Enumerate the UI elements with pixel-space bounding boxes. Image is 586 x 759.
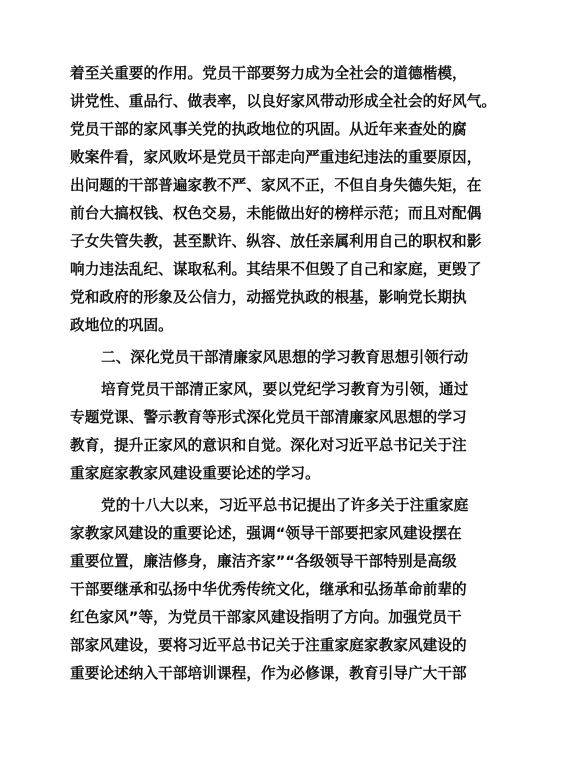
text-line: 红色家风”等，为党员干部家风建设指明了方向。加强党员干 [70, 609, 462, 626]
text-line: 专题党课、警示教育等形式深化党员干部清廉家风思想的学习 [70, 409, 467, 426]
text-line: 部家风建设，要将习近平总书记关于注重家庭家教家风建设的 [70, 637, 467, 654]
text-line: 家教家风建设的重要论述，强调“领导干部要把家风建设摆在 [70, 525, 462, 542]
text-line: 重要位置，廉洁修身，廉洁齐家”“各级领导干部特别是高级 [70, 553, 457, 570]
text-line: 前台大搞权钱、权色交易，未能做出好的榜样示范；而且对配偶 [70, 205, 482, 222]
text-line: 着至关重要的作用。党员干部要努力成为全社会的道德楷模， [70, 65, 467, 82]
section-heading: 二、深化党员干部清廉家风思想的学习教育思想引领行动 [101, 349, 469, 366]
text-line: 重家庭家教家风建设重要论述的学习。 [70, 465, 320, 482]
text-line: 培育党员干部清正家风，要以党纪学习教育为引领，通过 [101, 381, 469, 398]
text-line: 子女失管失教，甚至默许、纵容、放任亲属利用自己的职权和影 [70, 233, 482, 250]
text-line: 出问题的干部普遍家教不严、家风不正，不但自身失德失矩，在 [70, 177, 482, 194]
text-line: 党员干部的家风事关党的执政地位的巩固。从近年来查处的腐 [70, 121, 467, 138]
text-line: 重要论述纳入干部培训课程，作为必修课，教育引导广大干部 [70, 665, 467, 682]
text-line: 党的十八大以来，习近平总书记提出了许多关于注重家庭 [101, 497, 469, 514]
text-line: 政地位的巩固。 [70, 317, 173, 334]
text-line: 败案件看，家风败坏是党员干部走向严重违纪违法的重要原因， [70, 149, 482, 166]
text-line: 教育，提升正家风的意识和自觉。深化对习近平总书记关于注 [70, 437, 467, 454]
text-line: 响力违法乱纪、谋取私利。其结果不但毁了自己和家庭，更毁了 [70, 261, 482, 278]
text-line: 干部要继承和弘扬中华优秀传统文化，继承和弘扬革命前辈的 [70, 581, 467, 598]
text-line: 讲党性、重品行、做表率，以良好家风带动形成全社会的好风气。 [70, 93, 497, 110]
text-line: 党和政府的形象及公信力，动摇党执政的根基，影响党长期执 [70, 289, 467, 306]
